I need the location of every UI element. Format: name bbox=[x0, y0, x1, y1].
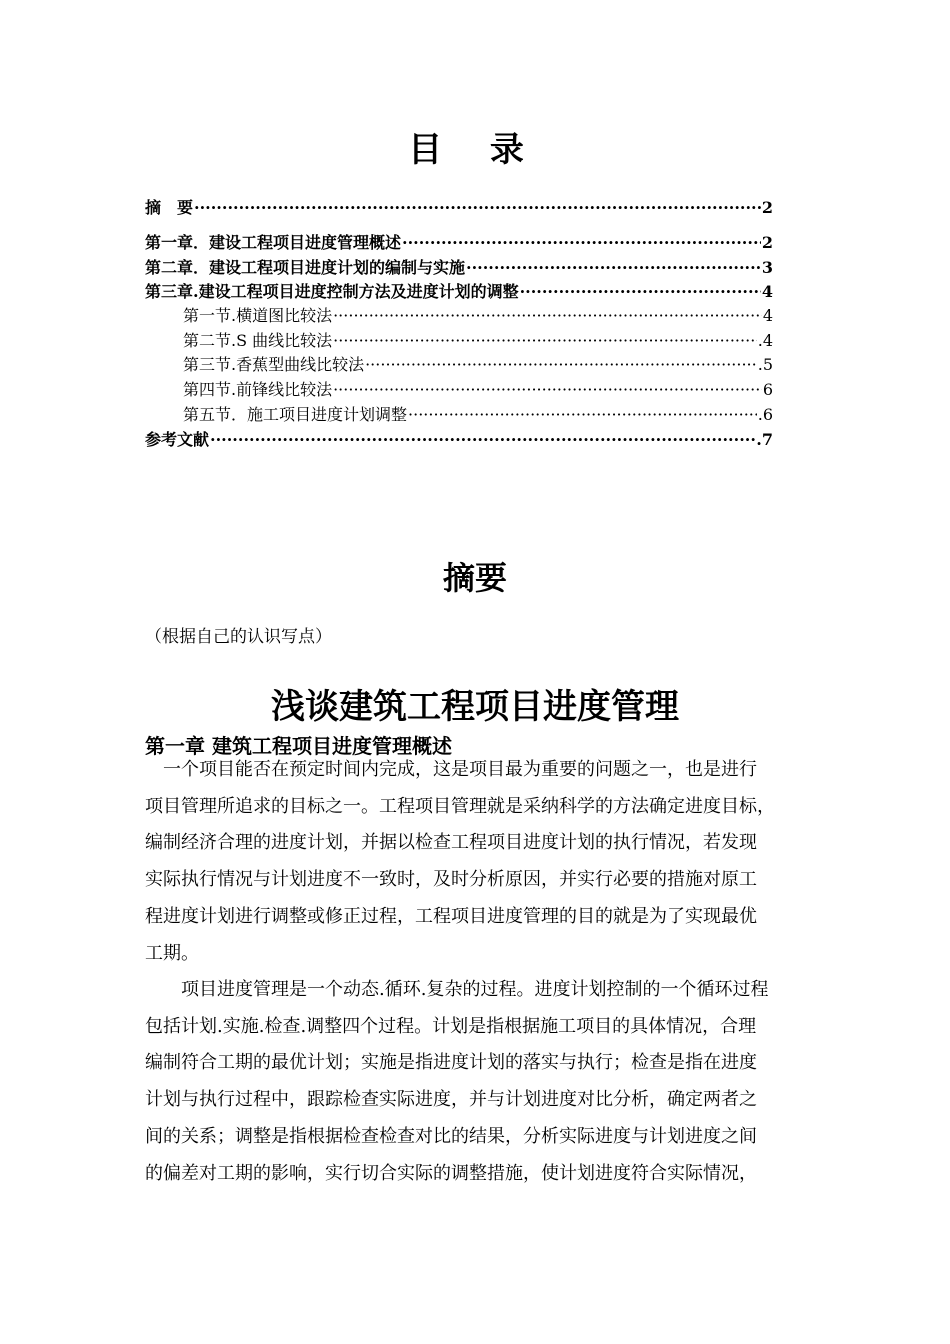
toc-leader-dots bbox=[520, 281, 761, 303]
toc-entry[interactable] bbox=[145, 255, 773, 279]
toc-entry-page: 2 bbox=[761, 198, 773, 217]
document-title: 浅谈建筑工程项目进度管理 bbox=[271, 687, 679, 727]
toc-leader-dots bbox=[466, 257, 761, 279]
toc-entry[interactable] bbox=[145, 303, 773, 327]
body-paragraph bbox=[145, 972, 820, 1192]
abstract-note: （根据自己的认识写点） bbox=[145, 627, 332, 647]
toc-entry-page: .7 bbox=[756, 430, 773, 449]
paragraph-line: 项目管理所追求的目标之一。工程项目管理就是采纳科学的方法确定进度目标， bbox=[145, 795, 775, 817]
paragraph-line: 项目进度管理是一个动态.循环.复杂的过程。进度计划控制的一个循环过程 bbox=[145, 979, 769, 1000]
paragraph-line: 间的关系；调整是指根据检查检查对比的结果，分析实际进度与计划进度之间 bbox=[145, 1125, 757, 1147]
paragraph-line: 的偏差对工期的影响，实行切合实际的调整措施，使计划进度符合实际情况， bbox=[145, 1162, 757, 1184]
toc-entry-label: 第一章．建设工程项目进度管理概述 bbox=[145, 233, 402, 252]
paragraph-line: 程进度计划进行调整或修正过程，工程项目进度管理的目的就是为了实现最优 bbox=[145, 905, 757, 927]
toc-entry-page: 3 bbox=[761, 258, 773, 277]
toc-leader-dots bbox=[333, 305, 762, 327]
paragraph-line: 编制符合工期的最优计划；实施是指进度计划的落实与执行；检查是指在进度 bbox=[145, 1052, 757, 1074]
toc-entry-label: 第二章．建设工程项目进度计划的编制与实施 bbox=[145, 258, 466, 277]
toc-leader-dots bbox=[365, 354, 757, 376]
paragraph-line: 包括计划.实施.检查.调整四个过程。计划是指根据施工项目的具体情况，合理 bbox=[145, 1015, 757, 1037]
toc-entry[interactable] bbox=[145, 328, 773, 352]
toc-leader-dots bbox=[333, 379, 762, 401]
abstract-title: 摘要 bbox=[442, 559, 507, 597]
toc-entry-label: 第一节.横道图比较法 bbox=[183, 306, 333, 325]
paragraph-line: 编制经济合理的进度计划，并据以检查工程项目进度计划的执行情况，若发现 bbox=[145, 832, 757, 854]
toc-leader-dots bbox=[333, 330, 757, 352]
toc-leader-dots bbox=[402, 232, 761, 254]
toc-entry-label: 第二节.S 曲线比较法 bbox=[183, 331, 333, 350]
toc-entry-label: 参考文献 bbox=[145, 430, 210, 449]
toc-entry-label: 第五节．施工项目进度计划调整 bbox=[183, 405, 408, 424]
toc-leader-dots bbox=[210, 429, 755, 451]
toc-entry-page: .4 bbox=[757, 331, 773, 350]
toc-entry-label: 第四节.前锋线比较法 bbox=[183, 380, 333, 399]
toc-entry[interactable] bbox=[145, 230, 773, 254]
paragraph-line: 工期。 bbox=[145, 942, 199, 964]
paragraph-line: 实际执行情况与计划进度不一致时，及时分析原因，并实行必要的措施对原工 bbox=[145, 869, 757, 891]
toc-entry-page: 4 bbox=[762, 306, 773, 325]
paragraph-line: 计划与执行过程中，跟踪检查实际进度，并与计划进度对比分析，确定两者之 bbox=[145, 1089, 757, 1111]
chapter-heading: 第一章 建筑工程项目进度管理概述 bbox=[145, 734, 452, 758]
body-paragraph bbox=[145, 752, 820, 972]
toc-title: 目 录 bbox=[408, 130, 542, 170]
toc-entry-page: 6 bbox=[762, 380, 773, 399]
toc-entry-label: 第三章.建设工程项目进度控制方法及进度计划的调整 bbox=[145, 282, 519, 301]
toc-entry[interactable] bbox=[145, 279, 773, 303]
toc-leader-dots bbox=[408, 404, 757, 426]
toc-entry[interactable] bbox=[145, 195, 773, 219]
toc-entry-page: .5 bbox=[757, 355, 773, 374]
toc-entry[interactable] bbox=[145, 352, 773, 376]
toc-entry-label: 摘 要 bbox=[145, 198, 194, 217]
toc-entry-page: 2 bbox=[761, 233, 773, 252]
toc-entry-page: .6 bbox=[757, 405, 773, 424]
toc-entry[interactable] bbox=[145, 427, 773, 451]
toc-leader-dots bbox=[194, 197, 761, 219]
toc-entry[interactable] bbox=[145, 402, 773, 426]
toc-entry-page: 4 bbox=[761, 282, 773, 301]
toc-entry[interactable] bbox=[145, 377, 773, 401]
paragraph-line: 一个项目能否在预定时间内完成，这是项目最为重要的问题之一，也是进行 bbox=[145, 759, 757, 780]
toc-entry-label: 第三节.香蕉型曲线比较法 bbox=[183, 355, 365, 374]
